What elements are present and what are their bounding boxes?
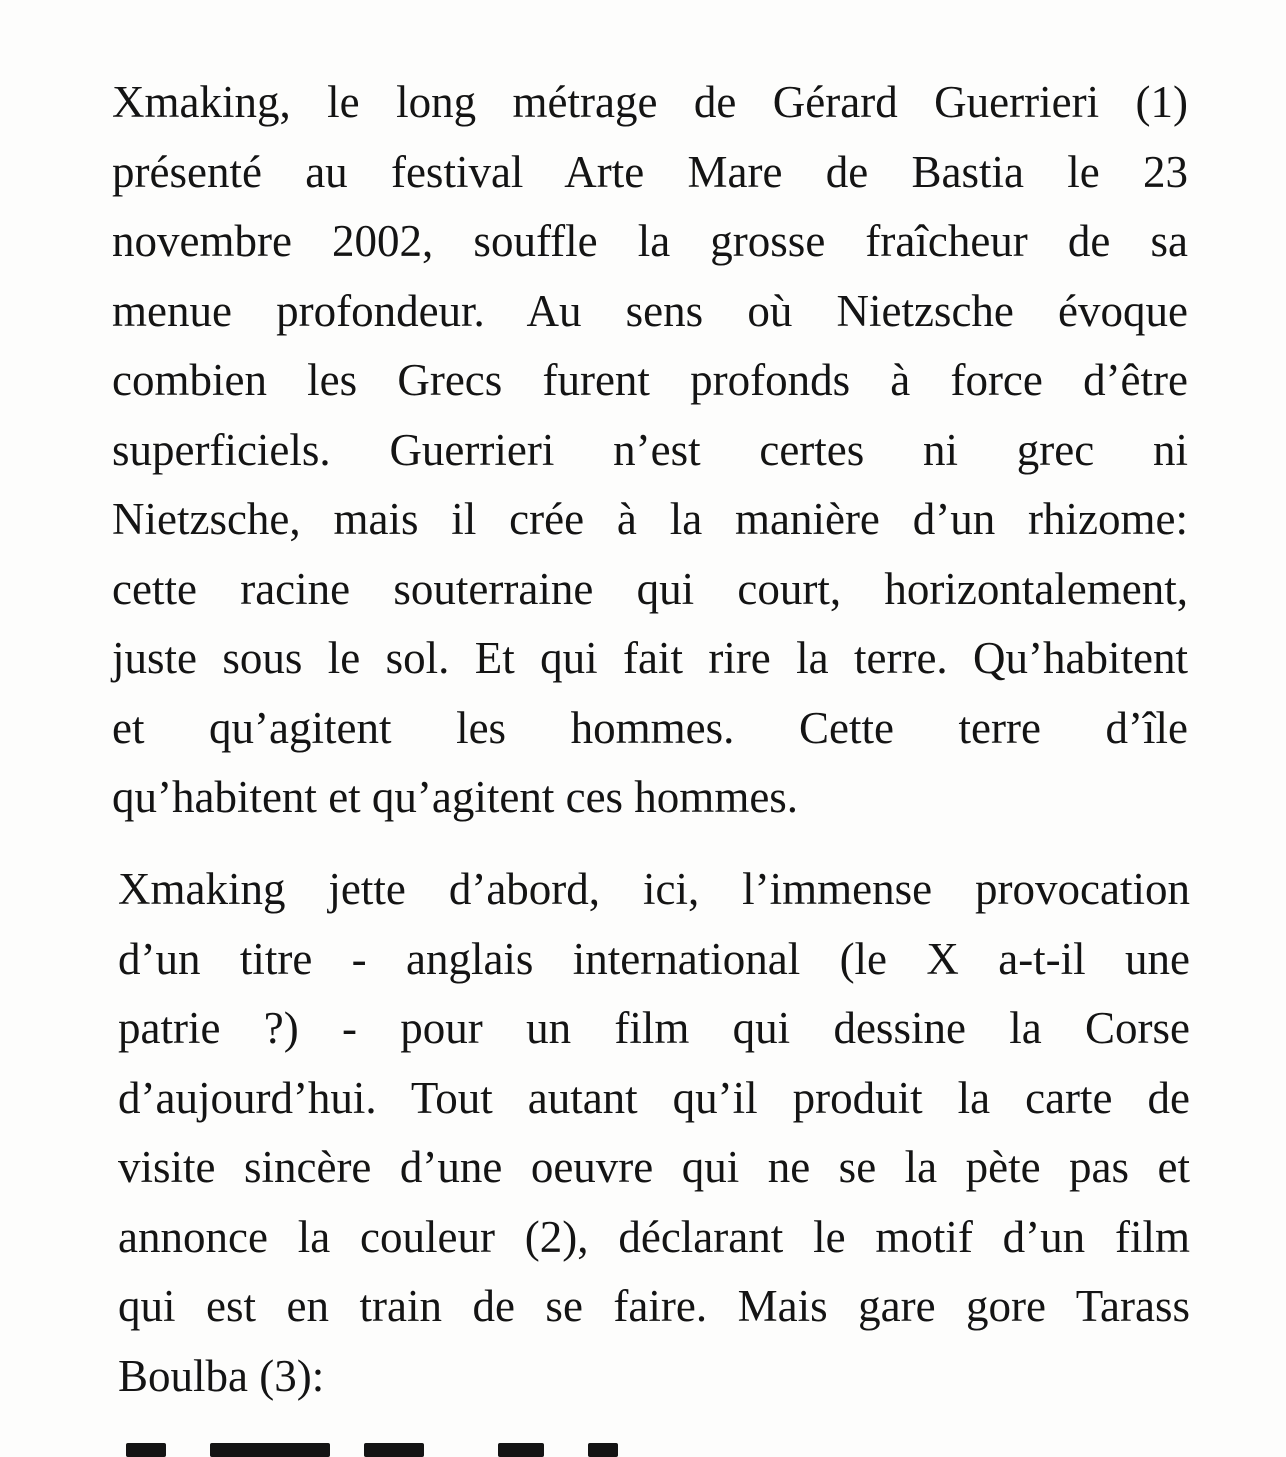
- text-line: qui est en train de se faire. Mais gare gore Tarass: [118, 1281, 1190, 1331]
- text-line: visite sincère d’une oeuvre qui ne se la pète pas et: [118, 1142, 1190, 1192]
- cut-off-glyph: [588, 1443, 618, 1457]
- text-line: d’un titre - anglais international (le X a-t-il une: [118, 933, 1190, 984]
- text-line: qu’habitent et qu’agitent ces hommes.: [112, 772, 799, 822]
- text-line: et qu’agitent les hommes. Cette terre d’île: [112, 702, 1188, 753]
- text-line: juste sous le sol. Et qui fait rire la terre. Qu’habitent: [112, 633, 1188, 683]
- text-line: Nietzsche, mais il crée à la manière d’un rhizome:: [112, 494, 1188, 544]
- cut-off-glyph: [126, 1443, 166, 1457]
- text-line: cette racine souterraine qui court, horizontalement,: [112, 563, 1188, 614]
- text-line: Boulba (3):: [118, 1350, 325, 1401]
- paragraph-1: [112, 68, 1188, 833]
- text-line: d’aujourd’hui. Tout autant qu’il produit la carte de: [118, 1072, 1190, 1123]
- cut-off-glyph: [364, 1443, 424, 1457]
- cut-off-text-line: [120, 1432, 840, 1457]
- text-line: superficiels. Guerrieri n’est certes ni grec ni: [112, 424, 1188, 475]
- paragraph-2: [118, 855, 1190, 1411]
- text-line: patrie ?) - pour un film qui dessine la Corse: [118, 1003, 1190, 1053]
- text-line: présenté au festival Arte Mare de Bastia le 23: [112, 146, 1188, 197]
- text-line: Xmaking, le long métrage de Gérard Guerrieri (1): [112, 77, 1188, 127]
- cut-off-glyph: [498, 1443, 544, 1457]
- text-line: Xmaking jette d’abord, ici, l’immense provocation: [118, 864, 1190, 914]
- text-line: novembre 2002, souffle la grosse fraîcheur de sa: [112, 216, 1188, 266]
- text-line: annonce la couleur (2), déclarant le motif d’un film: [118, 1211, 1190, 1262]
- text-line: menue profondeur. Au sens où Nietzsche évoque: [112, 285, 1188, 336]
- cut-off-glyph: [210, 1443, 330, 1457]
- text-line: combien les Grecs furent profonds à force d’être: [112, 355, 1188, 405]
